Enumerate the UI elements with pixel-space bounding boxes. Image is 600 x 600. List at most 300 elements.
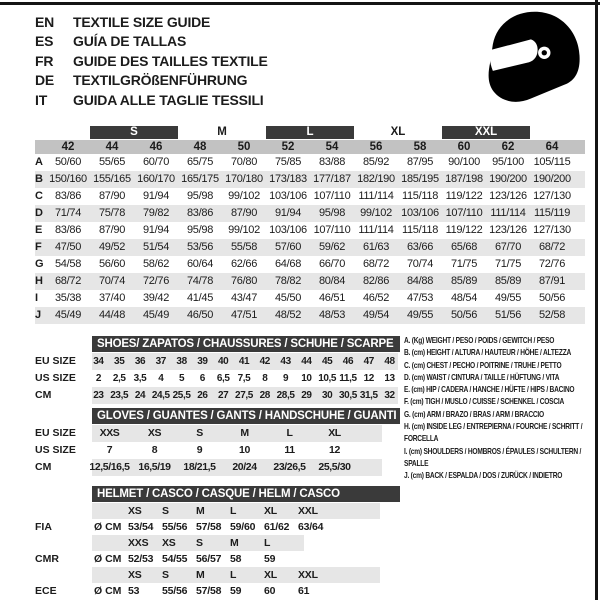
measurement-value: 46/51 — [318, 292, 346, 304]
size-label: M — [196, 505, 205, 517]
size-row — [35, 353, 415, 370]
size-value: 11,5 — [339, 373, 357, 384]
measurement-value: 66/70 — [318, 258, 346, 270]
size-value: 8 — [262, 373, 268, 384]
size-label: S — [162, 569, 169, 581]
row-key: I — [35, 292, 39, 304]
size-value: 24,5 — [151, 390, 170, 401]
size-label: XS — [128, 569, 142, 581]
row-values — [88, 370, 400, 387]
measurement-value: 187/198 — [445, 173, 483, 185]
measurement-value: 75/78 — [98, 207, 126, 219]
measurement-value: 71/75 — [494, 258, 522, 270]
size-column-header: 54 — [325, 141, 339, 153]
measurement-value: 85/89 — [494, 275, 522, 287]
measurement-value: 35/38 — [54, 292, 82, 304]
measurement-value: 59/62 — [318, 241, 346, 253]
measurement-value: 85/92 — [362, 156, 390, 168]
measurement-value: 85/89 — [450, 275, 478, 287]
row-values — [87, 459, 367, 476]
size-group-row — [35, 126, 585, 139]
size-column-header: 56 — [369, 141, 383, 153]
shoes-table-title: SHOES/ ZAPATOS / CHAUSSURES / SCHUHE / SCARPE — [92, 336, 400, 352]
language-code: ES — [35, 33, 54, 50]
measurement-value: 45/50 — [274, 292, 302, 304]
size-column-header: 64 — [545, 141, 559, 153]
size-value: 29 — [301, 390, 312, 401]
standard-label: CMR — [35, 553, 59, 565]
size-value: L — [286, 427, 293, 439]
helmet-size-value: 59/60 — [230, 521, 256, 533]
size-value: 41 — [238, 356, 250, 367]
size-column-header: 44 — [105, 141, 119, 153]
size-label: S — [162, 505, 169, 517]
row-label: CM — [35, 389, 52, 401]
language-title: TEXTILGRÖßENFÜHRUNG — [73, 72, 248, 89]
measurement-value: 51/56 — [494, 309, 522, 321]
size-value: XXS — [99, 427, 120, 439]
legend-entry: A. (Kg) WEIGHT / PESO / POIDS / GEWITCH / PESO — [404, 335, 555, 345]
size-value: M — [240, 427, 249, 439]
size-value: 35 — [114, 356, 125, 367]
measurement-value: 103/106 — [401, 207, 439, 219]
size-label: M — [196, 569, 205, 581]
size-label: L — [264, 537, 271, 549]
measurement-value: 58/62 — [142, 258, 170, 270]
size-group-m: M — [217, 126, 227, 138]
size-group-xxl: XXL — [442, 126, 530, 139]
size-value: 11 — [284, 444, 295, 456]
size-value: 23,5 — [110, 390, 129, 401]
row-key: G — [35, 258, 44, 270]
measurement-value: 46/52 — [362, 292, 390, 304]
measurement-value: 107/110 — [445, 207, 483, 219]
row-key: C — [35, 190, 43, 202]
size-value: 6 — [199, 373, 205, 384]
row-label: US SIZE — [35, 372, 76, 384]
measurement-value: 39/42 — [142, 292, 170, 304]
size-value: 25,5 — [172, 390, 191, 401]
size-label: XXL — [298, 505, 318, 517]
size-value: 39 — [197, 356, 208, 367]
size-value: 16,5/19 — [138, 461, 171, 473]
size-value: 4 — [158, 373, 164, 384]
helmet-size-value: 54/55 — [162, 553, 188, 565]
helmet-size-value: 53/54 — [128, 521, 154, 533]
helmet-size-value: 63/64 — [298, 521, 324, 533]
language-row — [35, 71, 268, 91]
row-key: D — [35, 207, 43, 219]
legend-entry: D. (cm) WAIST / CINTURA / TAILLE / HÜFTUNG / VITA — [404, 371, 560, 382]
size-row — [35, 370, 415, 387]
measurement-value: 68/72 — [538, 241, 566, 253]
size-value: 12 — [363, 373, 374, 384]
measurement-value: 95/98 — [186, 224, 214, 236]
measurement-value: 95/98 — [186, 190, 214, 202]
language-code: IT — [35, 91, 48, 108]
helmet-size-value: 57/58 — [196, 585, 222, 597]
measurement-value: 60/64 — [186, 258, 214, 270]
size-row — [35, 425, 415, 442]
measurement-value: 91/94 — [142, 224, 170, 236]
measurement-value: 182/190 — [357, 173, 395, 185]
measurement-row-h — [35, 273, 585, 290]
measurement-value: 70/74 — [98, 275, 126, 287]
measurement-value: 103/106 — [269, 190, 307, 202]
measurement-value: 170/180 — [225, 173, 263, 185]
helmet-size-value: 59 — [264, 553, 276, 565]
helmet-data-row — [35, 583, 415, 599]
size-value: 27,5 — [235, 390, 253, 401]
measurement-value: 111/114 — [490, 207, 526, 219]
gloves-table-rows — [35, 425, 415, 476]
measurement-value: 49/52 — [98, 241, 126, 253]
size-value: 18/21,5 — [183, 461, 216, 473]
measurement-row-f — [35, 239, 585, 256]
language-title: GUÍA DE TALLAS — [73, 33, 187, 50]
right-border-line — [595, 0, 598, 600]
measurement-value: 87/90 — [98, 190, 126, 202]
size-value: 38 — [176, 356, 187, 367]
measurement-value: 62/66 — [230, 258, 258, 270]
size-column-header: 58 — [413, 141, 427, 153]
size-label: L — [230, 569, 237, 581]
size-value: 42 — [259, 356, 270, 367]
measurement-value: 90/100 — [448, 156, 480, 168]
measurement-value: 99/102 — [360, 207, 392, 219]
size-value: 44 — [301, 356, 312, 367]
size-value: 40 — [218, 356, 229, 367]
measurement-value: 37/40 — [98, 292, 126, 304]
measurement-value: 105/115 — [533, 156, 571, 168]
measurement-value: 83/88 — [318, 156, 346, 168]
measurement-value: 61/63 — [362, 241, 390, 253]
helmet-size-value: 61 — [298, 585, 310, 597]
language-title: GUIDE DES TAILLES TEXTILE — [73, 52, 268, 69]
measurement-value: 84/88 — [406, 275, 434, 287]
language-row — [35, 32, 268, 52]
racing-helmet-icon — [476, 8, 584, 108]
measurement-value: 64/68 — [274, 258, 302, 270]
row-key-spacer — [35, 140, 46, 154]
measurement-value: 99/102 — [228, 224, 260, 236]
measurement-value: 160/170 — [137, 173, 175, 185]
helmet-size-row — [35, 535, 415, 551]
language-code: EN — [35, 13, 55, 30]
standard-label: ECE — [35, 585, 57, 597]
helmet-size-row — [35, 503, 415, 519]
size-value: 13 — [384, 373, 395, 384]
measurement-value: 74/78 — [186, 275, 214, 287]
measurement-value: 76/80 — [230, 275, 258, 287]
size-column-header: 62 — [501, 141, 515, 153]
main-column-header-row — [35, 140, 585, 154]
helmet-size-value: 52/53 — [128, 553, 154, 565]
measurement-row-e — [35, 222, 585, 239]
size-value: XL — [328, 427, 341, 439]
row-values — [87, 442, 367, 459]
legend-entry: G. (cm) ARM / BRAZO / BRAS / ARM / BRACCIO — [404, 408, 544, 419]
size-group-l: L — [266, 126, 354, 139]
helmet-size-labels — [128, 503, 332, 519]
main-table-body — [35, 154, 585, 324]
helmet-table-title: HELMET / CASCO / CASQUE / HELM / CASCO — [92, 486, 400, 502]
language-row — [35, 90, 268, 110]
size-column-header: 48 — [193, 141, 207, 153]
measurement-value: 87/95 — [406, 156, 434, 168]
legend-entry: H. (cm) INSIDE LEG / ENTREPIERNA / FOURCHE / SCHRITT / FORCELLA — [404, 421, 583, 444]
helmet-size-value: 60 — [264, 585, 276, 597]
size-value: 32 — [384, 390, 395, 401]
measurement-value: 91/94 — [142, 190, 170, 202]
size-value: 2,5 — [112, 373, 126, 384]
size-value: 23 — [93, 390, 104, 401]
measurement-value: 72/76 — [142, 275, 170, 287]
size-value: 7 — [106, 444, 113, 456]
size-value: 47 — [363, 356, 374, 367]
size-value: 24 — [134, 390, 146, 401]
standard-label: FIA — [35, 521, 52, 533]
measurement-row-a — [35, 154, 585, 171]
size-value: 26 — [197, 390, 208, 401]
measurement-value: 44/48 — [98, 309, 126, 321]
size-value: 8 — [151, 444, 158, 456]
language-row — [35, 51, 268, 71]
diameter-unit-label: Ø CM — [94, 553, 122, 565]
helmet-values — [128, 551, 298, 567]
measurement-row-c — [35, 188, 585, 205]
measurement-value: 115/118 — [401, 224, 439, 236]
measurement-value: 115/118 — [401, 190, 439, 202]
size-value: 43 — [280, 356, 291, 367]
measurement-value: 68/72 — [54, 275, 82, 287]
size-value: 46 — [342, 356, 354, 367]
measurement-value: 173/183 — [269, 173, 307, 185]
size-row — [35, 459, 415, 476]
measurement-value: 79/82 — [142, 207, 170, 219]
measurement-value: 47/50 — [54, 241, 82, 253]
measurement-value: 49/55 — [406, 309, 434, 321]
helmet-table-rows — [35, 503, 415, 599]
measurement-value: 57/60 — [274, 241, 302, 253]
measurement-value: 107/110 — [313, 190, 351, 202]
size-label: XS — [162, 537, 176, 549]
measurement-value: 177/187 — [313, 173, 351, 185]
measurement-value: 54/58 — [54, 258, 82, 270]
measurement-value: 56/60 — [98, 258, 126, 270]
measurement-value: 47/53 — [406, 292, 434, 304]
size-value: 20/24 — [232, 461, 257, 473]
helmet-size-labels — [128, 567, 332, 583]
top-border-line — [0, 2, 600, 5]
measurement-value: 52/58 — [538, 309, 566, 321]
language-title: TEXTILE SIZE GUIDE — [73, 13, 211, 30]
measurement-value: 71/75 — [450, 258, 478, 270]
row-key: E — [35, 224, 43, 236]
helmet-size-value: 59 — [230, 585, 242, 597]
size-value: 28,5 — [276, 390, 295, 401]
measurement-value: 45/49 — [54, 309, 82, 321]
row-label: EU SIZE — [35, 355, 76, 367]
measurement-row-d — [35, 205, 585, 222]
size-label: XL — [264, 505, 278, 517]
helmet-size-value: 55/56 — [162, 521, 188, 533]
size-value: 30,5 — [339, 390, 357, 401]
measurement-value: 185/195 — [401, 173, 439, 185]
row-key: A — [35, 156, 43, 168]
language-list — [35, 12, 268, 110]
gloves-table-title: GLOVES / GUANTES / GANTS / HANDSCHUHE / GUANTI — [92, 408, 400, 424]
size-value: XS — [147, 427, 162, 439]
measurement-value: 155/165 — [93, 173, 131, 185]
measurement-value: 127/130 — [533, 190, 571, 202]
size-value: 9 — [196, 444, 203, 456]
row-values — [87, 425, 367, 442]
measurement-value: 87/91 — [538, 275, 566, 287]
helmet-size-labels — [128, 535, 298, 551]
size-value: 3,5 — [133, 373, 147, 384]
size-label: XL — [264, 569, 278, 581]
measurement-value: 123/126 — [489, 224, 527, 236]
size-column-header: 52 — [281, 141, 295, 153]
measurement-value: 70/74 — [406, 258, 434, 270]
measurement-row-b — [35, 171, 585, 188]
measurement-value: 55/65 — [98, 156, 126, 168]
helmet-values — [128, 519, 332, 535]
size-row — [35, 387, 415, 404]
size-value: 10 — [239, 444, 250, 456]
legend-entry: J. (cm) BACK / ESPALDA / DOS / ZURÜCK / INDIETRO — [404, 470, 563, 481]
size-value: 6,5 — [216, 373, 230, 384]
size-value: 25,5/30 — [318, 461, 351, 473]
helmet-size-row — [35, 567, 415, 583]
row-key: J — [35, 309, 42, 321]
helmet-size-value: 56/57 — [196, 553, 222, 565]
legend-entry: F. (cm) TIGH / MUSLO / CUISSE / SCHENKEL / COSCIA — [404, 396, 565, 407]
measurement-value: 43/47 — [230, 292, 258, 304]
measurement-row-g — [35, 256, 585, 273]
size-value: 28 — [259, 390, 270, 401]
measurement-value: 95/100 — [492, 156, 524, 168]
row-key: F — [35, 241, 42, 253]
measurement-value: 65/68 — [450, 241, 478, 253]
row-label: CM — [35, 461, 52, 473]
size-group-xl: XL — [390, 126, 406, 138]
measurement-value: 71/74 — [54, 207, 82, 219]
measurement-value: 190/200 — [489, 173, 527, 185]
measurement-value: 65/75 — [186, 156, 214, 168]
measurement-value: 78/82 — [274, 275, 302, 287]
measurement-value: 53/56 — [186, 241, 214, 253]
measurement-value: 190/200 — [533, 173, 571, 185]
size-value: 45 — [322, 356, 333, 367]
row-values — [88, 353, 400, 370]
measurement-value: 48/52 — [274, 309, 302, 321]
measurement-value: 46/50 — [186, 309, 214, 321]
measurement-value: 75/85 — [274, 156, 302, 168]
language-code: DE — [35, 72, 55, 89]
language-title: GUIDA ALLE TAGLIE TESSILI — [73, 91, 264, 108]
row-key: H — [35, 275, 43, 287]
size-value: 12,5/16,5 — [89, 461, 130, 473]
measurement-value: 119/122 — [445, 224, 483, 236]
helmet-size-value: 61/62 — [264, 521, 290, 533]
helmet-size-value: 55/56 — [162, 585, 188, 597]
measurement-value: 165/175 — [181, 173, 219, 185]
measurement-value: 70/80 — [230, 156, 258, 168]
size-value: 7,5 — [237, 373, 251, 384]
row-values — [88, 387, 400, 404]
legend-entry: C. (cm) CHEST / PECHO / POITRINE / TRUHE / PETTO — [404, 359, 562, 370]
size-column-header: 42 — [61, 141, 75, 153]
size-column-header: 50 — [237, 141, 251, 153]
measurement-value: 95/98 — [318, 207, 346, 219]
size-value: 34 — [93, 356, 104, 367]
measurement-value: 47/51 — [230, 309, 258, 321]
measurement-row-i — [35, 290, 585, 307]
measurement-value: 87/90 — [98, 224, 126, 236]
language-code: FR — [35, 52, 54, 69]
size-value: 27 — [218, 390, 229, 401]
size-label: S — [196, 537, 203, 549]
shoes-table-rows — [35, 353, 415, 404]
measurement-row-j — [35, 307, 585, 324]
diameter-unit-label: Ø CM — [94, 585, 122, 597]
size-label: L — [230, 505, 237, 517]
measurement-value: 83/86 — [54, 224, 82, 236]
measurement-value: 150/160 — [49, 173, 87, 185]
size-value: 36 — [134, 356, 146, 367]
measurement-value: 48/54 — [450, 292, 478, 304]
size-value: 2 — [95, 373, 101, 384]
size-value: 37 — [155, 356, 166, 367]
measurement-value: 80/84 — [318, 275, 346, 287]
size-value: S — [196, 427, 203, 439]
helmet-values — [128, 583, 332, 599]
measurement-value: 72/76 — [538, 258, 566, 270]
measurement-value: 83/86 — [186, 207, 214, 219]
legend — [404, 334, 597, 482]
size-value: 10,5 — [318, 373, 337, 384]
row-label: US SIZE — [35, 444, 76, 456]
measurement-value: 45/49 — [142, 309, 170, 321]
size-value: 5 — [179, 373, 185, 384]
helmet-data-row — [35, 519, 415, 535]
size-column-header: 46 — [149, 141, 163, 153]
measurement-value: 51/54 — [142, 241, 170, 253]
measurement-value: 87/90 — [230, 207, 258, 219]
measurement-value: 83/86 — [54, 190, 82, 202]
size-label: XS — [128, 505, 142, 517]
size-row — [35, 442, 415, 459]
measurement-value: 67/70 — [494, 241, 522, 253]
size-value: 9 — [282, 373, 289, 384]
legend-entry: B. (cm) HEIGHT / ALTURA / HAUTEUR / HÖHE / ALTEZZA — [404, 347, 572, 358]
diameter-unit-label: Ø CM — [94, 521, 122, 533]
row-label: EU SIZE — [35, 427, 76, 439]
measurement-value: 63/66 — [406, 241, 434, 253]
measurement-value: 119/122 — [445, 190, 483, 202]
measurement-value: 123/126 — [489, 190, 527, 202]
measurement-value: 115/119 — [533, 207, 571, 219]
measurement-value: 41/45 — [186, 292, 214, 304]
measurement-value: 68/72 — [362, 258, 390, 270]
size-label: M — [230, 537, 239, 549]
measurement-value: 91/94 — [274, 207, 302, 219]
measurement-value: 111/114 — [358, 224, 394, 236]
size-value: 31,5 — [359, 390, 378, 401]
size-column-header: 60 — [457, 141, 471, 153]
